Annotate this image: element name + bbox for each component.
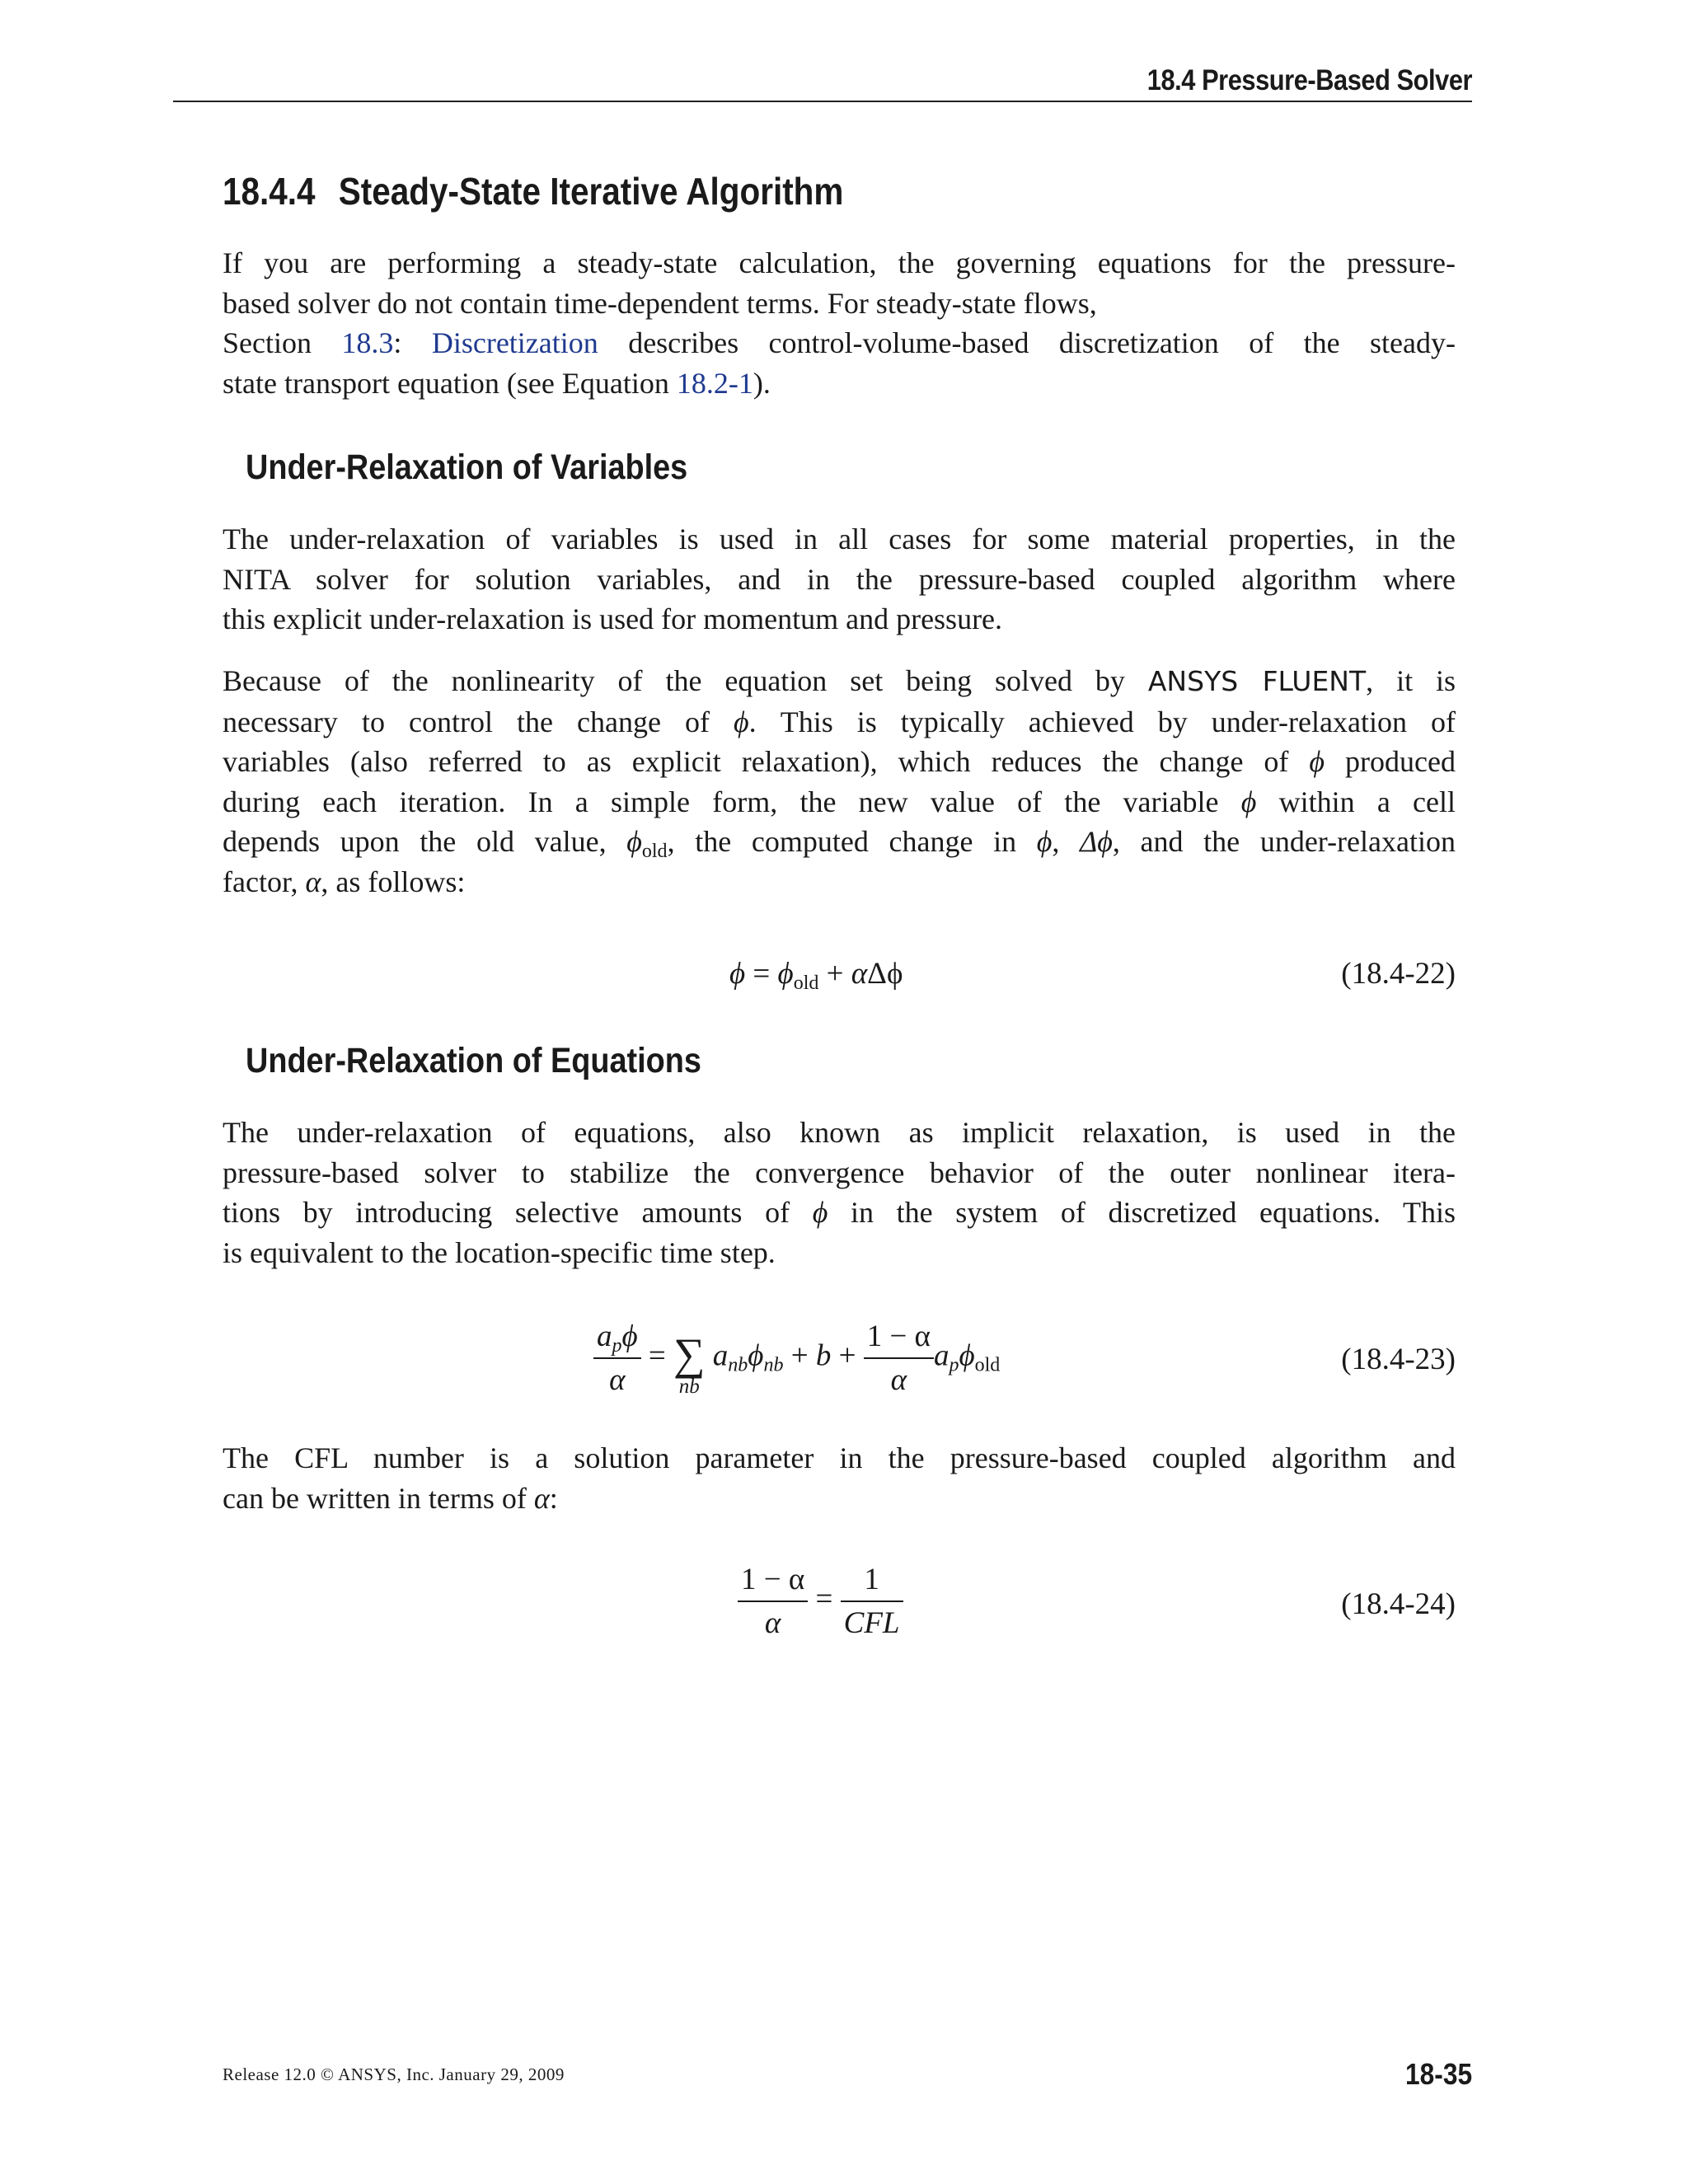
text-line: based solver do not contain time-dependent terms. For steady-state flows,	[223, 286, 1097, 320]
text-line: tions by introducing selective amounts of ϕ in the system of discretized equations. This	[223, 1196, 1456, 1229]
section-link[interactable]: 18.3	[341, 326, 394, 359]
running-header: 18.4 Pressure-Based Solver	[1146, 64, 1472, 96]
equation-18-4-23: $\frac{a_p\phi}{\alpha}$ = ∑ nb $a_{nb}\phi_{nb} + b$ + $\frac{1 - \alpha}{\alpha}$ $a_p\phi_{old}$	[593, 1319, 1000, 1398]
subsection-heading-equations: Under-Relaxation of Equations	[246, 1041, 701, 1080]
fraction: $\frac{1 - \alpha}{\alpha}$	[738, 1562, 808, 1641]
equations-paragraph-2	[223, 1438, 1456, 1518]
equation-number: (18.4-23)	[1341, 1343, 1456, 1376]
section-heading	[223, 169, 843, 213]
variables-paragraph-2	[223, 661, 1456, 902]
product-name: ANSYS FLUENT	[1147, 665, 1367, 697]
text-line: If you are performing a steady-state calculation, the governing equations for the pressure-	[223, 246, 1456, 279]
text-line: Because of the nonlinearity of the equation set being solved by ANSYS FLUENT, it is	[223, 664, 1456, 697]
text-line: can be written in terms of α:	[223, 1481, 558, 1515]
section-title: Steady-State Iterative Algorithm	[338, 170, 844, 213]
text-line: state transport equation (see Equation 18.2-1).	[223, 366, 771, 400]
text-line: this explicit under-relaxation is used for momentum and pressure.	[223, 602, 1003, 635]
summation: ∑ nb	[673, 1329, 706, 1398]
release-footer: Release 12.0 © ANSYS, Inc. January 29, 2009	[223, 2064, 565, 2084]
intro-paragraph	[223, 243, 1456, 403]
text-line: necessary to control the change of ϕ. This is typically achieved by under-relaxation of	[223, 705, 1456, 738]
discretization-link[interactable]: Discretization	[431, 326, 598, 359]
text-line: factor, α, as follows:	[223, 865, 466, 898]
equation-18-4-22: $\phi = \phi_{old} + \alpha\Delta\phi$	[729, 957, 903, 994]
equation-link[interactable]: 18.2-1	[676, 366, 753, 400]
text-line: during each iteration. In a simple form, the new value of the variable ϕ within a cell	[223, 785, 1456, 818]
text-line: pressure-based solver to stabilize the convergence behavior of the outer nonlinear itera-	[223, 1155, 1456, 1189]
text-line: is equivalent to the location-specific time step.	[223, 1235, 776, 1269]
section-number: 18.4.4	[223, 170, 316, 213]
text-line: The under-relaxation of equations, also known as implicit relaxation, is used in the	[223, 1116, 1456, 1149]
text-line: NITA solver for solution variables, and in the pressure-based coupled algorithm where	[223, 562, 1456, 596]
text-line: depends upon the old value, $\phi_{old}$, the computed change in ϕ, Δϕ, and the under-relaxation	[223, 825, 1456, 862]
text-line: The under-relaxation of variables is used in all cases for some material properties, in the	[223, 523, 1456, 555]
text-line: variables (also referred to as explicit relaxation), which reduces the change of ϕ produced	[223, 745, 1456, 778]
equation-18-4-24: $\frac{1 - \alpha}{\alpha}$ = $\frac{1}{\text{CFL}}$	[738, 1562, 903, 1641]
equation-number: (18.4-22)	[1341, 957, 1456, 991]
page-number: 18-35	[1404, 2057, 1472, 2091]
subsection-heading-variables: Under-Relaxation of Variables	[246, 448, 688, 487]
fraction: $\frac{1 - \alpha}{\alpha}$	[864, 1319, 934, 1398]
fraction: $\frac{1}{\text{CFL}}$	[841, 1562, 903, 1641]
equations-paragraph-1	[223, 1113, 1456, 1272]
text-line: The CFL number is a solution parameter in the pressure-based coupled algorithm and	[223, 1441, 1456, 1474]
header-rule	[173, 101, 1472, 102]
equation-number: (18.4-24)	[1341, 1587, 1456, 1621]
text-line: Section 18.3: Discretization describes control-volume-based discretization of the steady-	[223, 326, 1456, 359]
fraction: $\frac{a_p\phi}{\alpha}$	[593, 1319, 641, 1398]
variables-paragraph-1	[223, 519, 1456, 640]
